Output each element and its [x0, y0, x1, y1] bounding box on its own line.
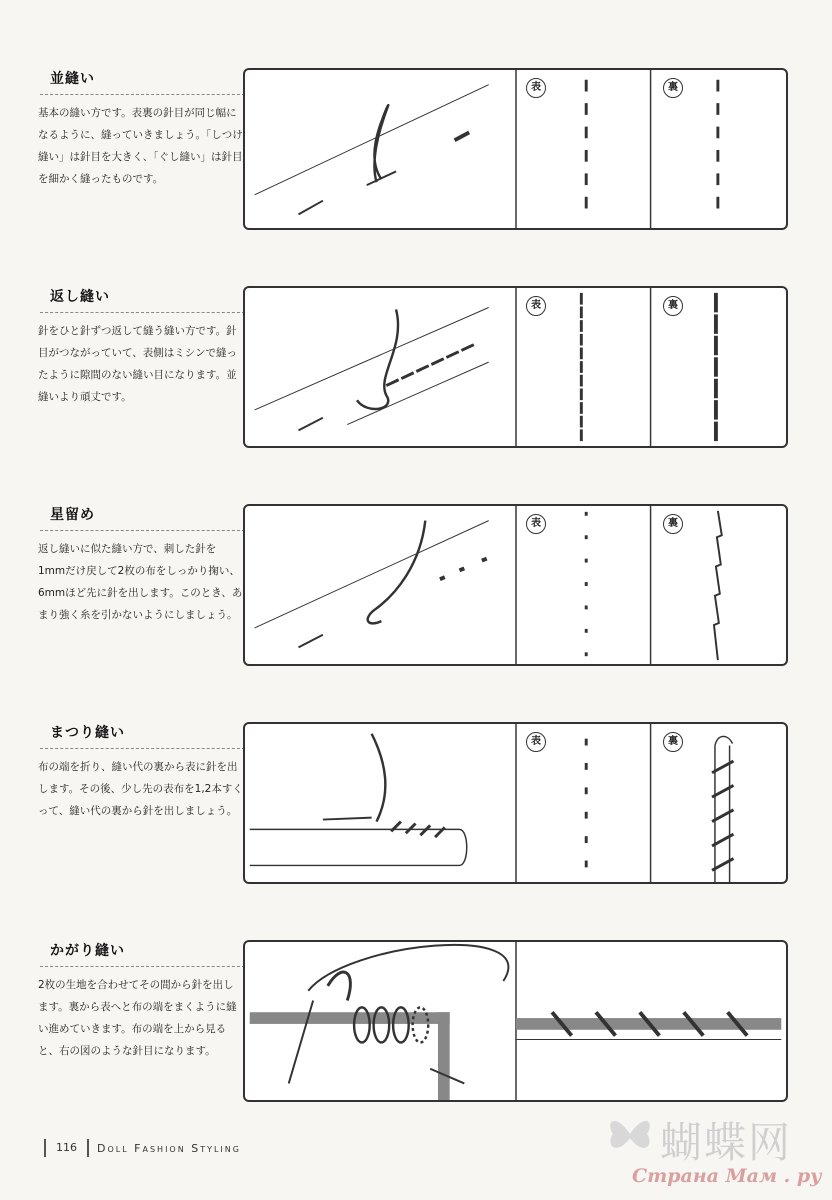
section-description: 返し縫いに似た縫い方で、刺した針を1mmだけ戻して2枚の布をしっかり掬い、6mmほど先に針を出します。このとき、あまり強く糸を引かないようにしましょう。 [38, 543, 243, 621]
back-side-badge: 裏 [663, 732, 683, 752]
divider [40, 966, 245, 967]
front-side-badge: 表 [526, 296, 546, 316]
overcast-stitch-illustration [245, 942, 786, 1100]
back-side-badge: 裏 [663, 514, 683, 534]
front-side-badge: 表 [526, 732, 546, 752]
book-title: Doll Fashion Styling [97, 1141, 241, 1155]
section-overcast-stitch [0, 940, 832, 1110]
divider [40, 530, 245, 531]
illustration-frame [243, 286, 788, 448]
section-title: 星留め [50, 507, 95, 523]
section-backstitch [0, 286, 832, 456]
section-description: 基本の縫い方です。表裏の針目が同じ幅になるように、縫っていきましょう。「しつけ縫い」は針目を大きく、「ぐし縫い」は針目を細かく縫ったものです。 [38, 107, 243, 185]
section-title: まつり縫い [50, 725, 125, 741]
running-stitch-illustration [245, 70, 786, 228]
illustration-frame [243, 722, 788, 884]
illustration-frame [243, 504, 788, 666]
pick-stitch-illustration [245, 506, 786, 664]
divider [40, 748, 245, 749]
front-side-badge: 表 [526, 514, 546, 534]
blind-hem-illustration [245, 724, 786, 882]
illustration-frame [243, 940, 788, 1102]
section-pick-stitch [0, 504, 832, 674]
section-title: 返し縫い [50, 289, 110, 305]
illustration-frame [243, 68, 788, 230]
back-side-badge: 裏 [663, 78, 683, 98]
watermark-russian: Страна Мам . ру [632, 1165, 822, 1187]
section-description: 布の端を折り、縫い代の裏から表に針を出します。その後、少し先の表布を1,2本すくって、縫い代の裏から針を出しましょう。 [38, 761, 243, 817]
front-side-badge: 表 [526, 78, 546, 98]
section-running-stitch [0, 68, 832, 238]
divider [40, 94, 245, 95]
section-description: 2枚の生地を合わせてその間から針を出します。裏から表へと布の端をまくように縫い進めていきます。布の端を上から見ると、右の図のような針目になります。 [38, 979, 237, 1057]
divider [40, 312, 245, 313]
backstitch-illustration [245, 288, 786, 446]
page-footer [44, 1136, 241, 1160]
section-blind-hem-stitch [0, 722, 832, 892]
butterfly-logo-icon [605, 1112, 655, 1156]
section-title: かがり縫い [50, 943, 125, 959]
section-description: 針をひと針ずつ返して縫う縫い方です。針目がつながっていて、表側はミシンで縫ったように隙間のない縫い目になります。並縫いより頑丈です。 [38, 325, 238, 403]
back-side-badge: 裏 [663, 296, 683, 316]
watermark-chinese: 蝴蝶网 [660, 1118, 793, 1167]
page-number: 116 [44, 1139, 89, 1157]
section-title: 並縫い [50, 71, 95, 87]
